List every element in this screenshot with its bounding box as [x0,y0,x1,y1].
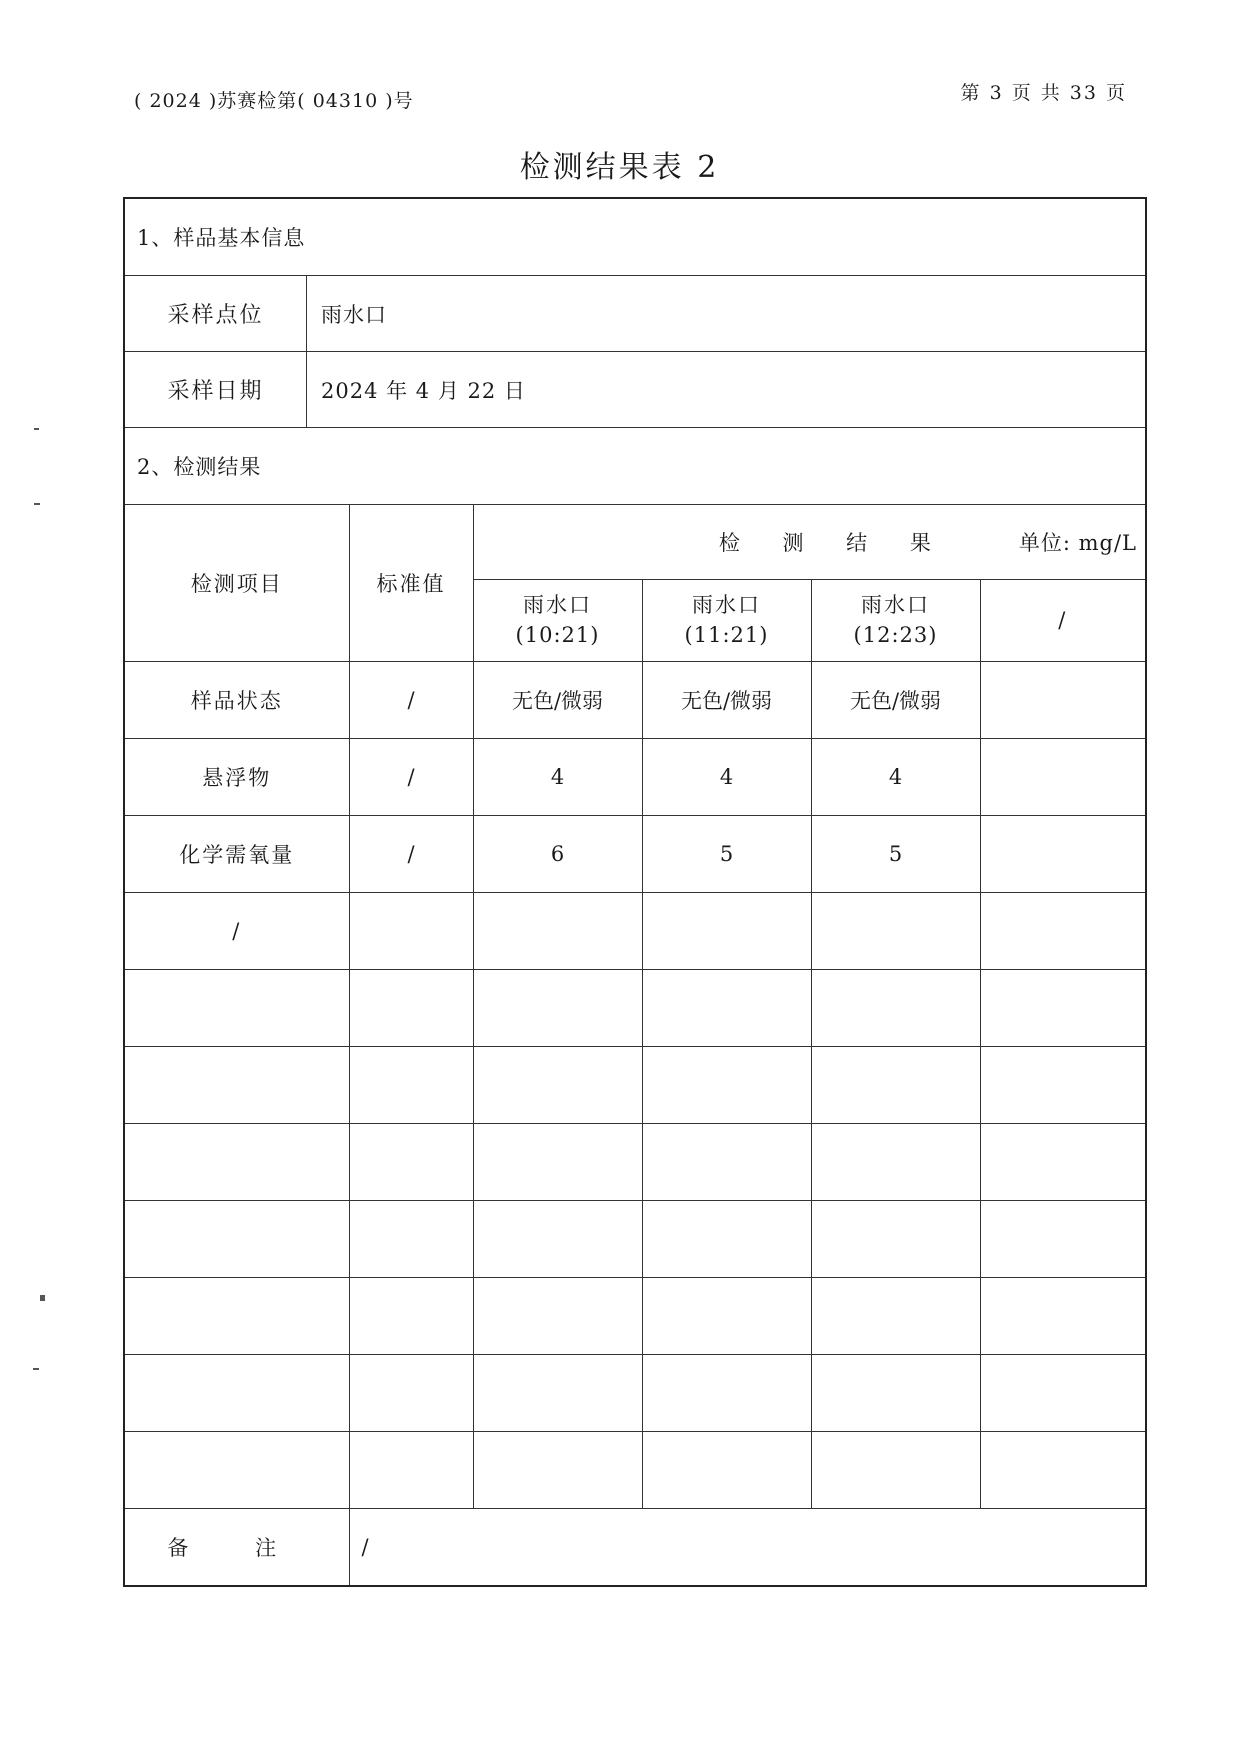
row-result-value [473,1046,642,1123]
row-result-value [473,1123,642,1200]
row-item-name [125,1277,349,1354]
sampling-point-row [125,276,1145,352]
table-row [125,1354,1145,1431]
row-result-value [642,1046,811,1123]
table-row [125,661,1145,738]
row-item-name: 样品状态 [125,661,349,738]
scan-mark [34,428,39,430]
row-result-value [811,1277,980,1354]
table-row [125,738,1145,815]
table-row [125,1046,1145,1123]
row-result-value [473,892,642,969]
table-row [125,969,1145,1046]
column-header-point [642,579,811,661]
row-result-value [473,1431,642,1508]
row-result-value: 4 [811,738,980,815]
row-result-value [980,815,1145,892]
scan-mark [34,503,40,505]
row-item-name [125,1123,349,1200]
table-row [125,1277,1145,1354]
row-result-value [811,969,980,1046]
row-item-name [125,1046,349,1123]
row-item-name [125,1200,349,1277]
row-result-value [980,892,1145,969]
table-row [125,1123,1145,1200]
column-header-item: 检测项目 [125,505,349,661]
page-indicator: 第 3 页 共 33 页 [960,82,1127,104]
row-standard-value [349,1123,473,1200]
row-standard-value [349,969,473,1046]
point-time: (10:21) [515,623,600,647]
point-time: (12:23) [853,623,938,647]
row-standard-value: / [349,815,473,892]
report-sheet [123,197,1147,1587]
row-result-value: 无色/微弱 [811,661,980,738]
unit-label: 单位: mg/L [1018,530,1137,555]
row-standard-value [349,1046,473,1123]
row-result-value [642,892,811,969]
results-table [125,505,1145,1585]
row-item-name [125,969,349,1046]
row-result-value [642,969,811,1046]
row-result-value [811,892,980,969]
row-result-value: 无色/微弱 [642,661,811,738]
row-result-value [473,1354,642,1431]
row-standard-value [349,1277,473,1354]
table-header-row [125,505,1145,579]
report-number: ( 2024 )苏赛检第( 04310 )号 [134,90,414,112]
scan-mark [40,1295,45,1301]
row-result-value [980,1046,1145,1123]
row-item-name: 化学需氧量 [125,815,349,892]
row-result-value [980,1123,1145,1200]
row-result-value: 无色/微弱 [473,661,642,738]
column-header-standard: 标准值 [349,505,473,661]
section-heading-results: 2、检测结果 [125,428,1145,505]
row-result-value [642,1354,811,1431]
row-result-value: 5 [642,815,811,892]
row-item-name [125,1354,349,1431]
row-result-value [642,1277,811,1354]
row-result-value [980,1354,1145,1431]
sampling-date-value: 2024 年 4 月 22 日 [321,378,526,403]
point-name: / [1058,608,1068,632]
row-result-value [811,1200,980,1277]
remarks-row [125,1508,1145,1585]
row-result-value [980,738,1145,815]
row-result-value [473,1200,642,1277]
row-result-value [811,1431,980,1508]
row-result-value [473,969,642,1046]
column-header-point [473,579,642,661]
remarks-value: / [349,1508,1145,1585]
results-title: 检 测 结 果 [718,530,949,555]
table-row [125,1431,1145,1508]
results-caption-cell [473,505,1145,579]
row-standard-value [349,1354,473,1431]
table-row [125,1200,1145,1277]
row-result-value [642,1431,811,1508]
point-name: 雨水口 [523,593,592,617]
sampling-point-label: 采样点位 [125,276,307,351]
table-row [125,815,1145,892]
row-result-value [473,1277,642,1354]
sampling-date-row [125,352,1145,428]
table-row [125,892,1145,969]
row-result-value: 6 [473,815,642,892]
row-result-value [642,1123,811,1200]
row-standard-value [349,1431,473,1508]
row-standard-value [349,892,473,969]
row-standard-value: / [349,738,473,815]
row-result-value [980,661,1145,738]
row-result-value [980,1200,1145,1277]
section-heading-sample-info: 1、样品基本信息 [125,199,1145,276]
column-header-point [811,579,980,661]
row-result-value [811,1123,980,1200]
scan-mark [33,1368,39,1370]
sampling-point-value: 雨水口 [321,302,387,327]
row-item-name [125,1431,349,1508]
row-result-value [980,1277,1145,1354]
point-time: (11:21) [684,623,769,647]
point-name: 雨水口 [861,593,930,617]
row-result-value [811,1354,980,1431]
row-item-name: 悬浮物 [125,738,349,815]
row-standard-value: / [349,661,473,738]
column-header-point [980,579,1145,661]
row-standard-value [349,1200,473,1277]
row-item-name: / [125,892,349,969]
row-result-value: 4 [473,738,642,815]
sampling-date-label: 采样日期 [125,352,307,427]
row-result-value [980,1431,1145,1508]
row-result-value [811,1046,980,1123]
row-result-value: 4 [642,738,811,815]
page-title: 检测结果表 2 [519,150,720,185]
row-result-value: 5 [811,815,980,892]
row-result-value [980,969,1145,1046]
remarks-label: 备 注 [125,1508,349,1585]
point-name: 雨水口 [692,593,761,617]
row-result-value [642,1200,811,1277]
